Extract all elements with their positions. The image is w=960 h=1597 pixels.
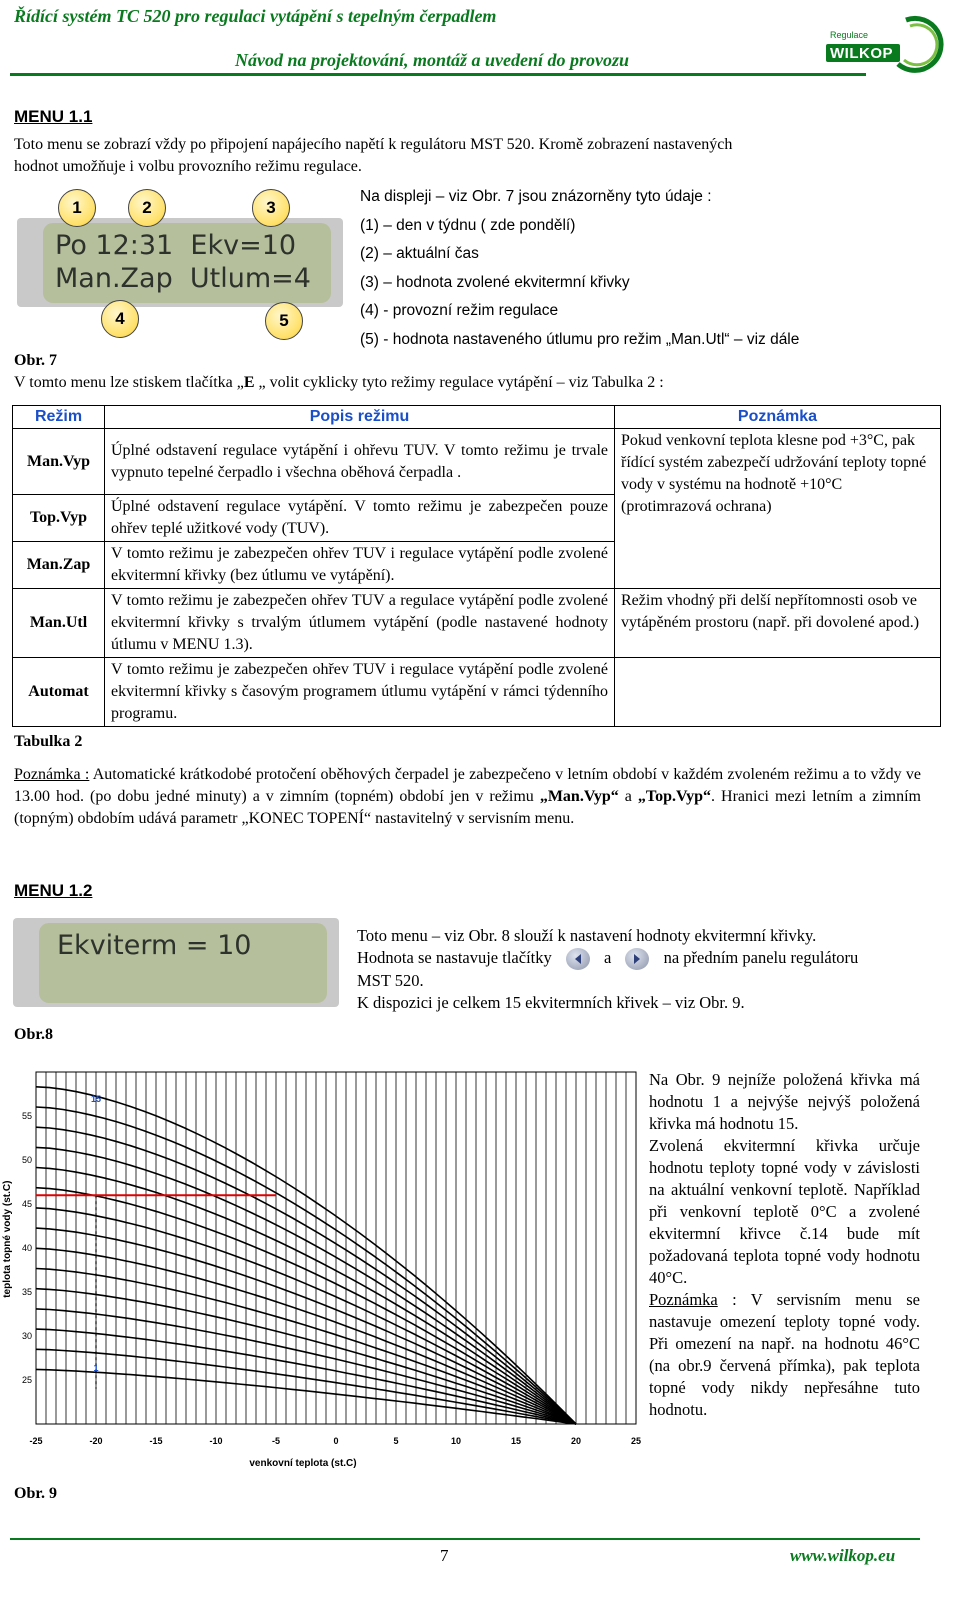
menu-1-2-text-2b: a — [604, 948, 612, 967]
ekviterm-chart — [0, 1062, 640, 1480]
arrow-right-icon — [631, 953, 643, 965]
chart-y-tick-label: 50 — [21, 1155, 32, 1165]
note-paragraph — [14, 764, 921, 830]
table-cell-note: Pokud venkovní teplota klesne pod +3°C, pak řídící systém zabezpečí udržování teploty topné vody v systému na hodnotě +10°C (protimrazová ochrana) — [615, 429, 941, 589]
menu-1-1-title: MENU 1.1 — [14, 107, 93, 126]
callout-5: 5 — [265, 302, 303, 340]
menu-1-2-title: MENU 1.2 — [14, 881, 93, 900]
modes-table — [12, 405, 941, 727]
table-header-desc: Popis režimu — [105, 406, 615, 429]
menu-1-1-intro-line-1: Toto menu se zobrazí vždy po připojení napájecího napětí k regulátoru MST 520. Kromě zobrazení nastavených — [14, 136, 733, 153]
chart-x-tick-label: 25 — [630, 1436, 642, 1446]
chart-x-tick-label: 0 — [333, 1436, 339, 1446]
display-legend-item-3: (3) – hodnota zvolené ekvitermní křivky — [360, 273, 630, 291]
figure-9-label: Obr. 9 — [14, 1485, 57, 1502]
chart-x-tick-label: -20 — [89, 1436, 103, 1446]
table-cell-mode: Man.Zap — [13, 542, 105, 589]
chart-y-axis-title: teplota topné vody (st.C) — [2, 1180, 13, 1298]
display-legend-item-5: (5) - hodnota nastaveného útlumu pro režim „Man.Utl“ – viz dále — [360, 330, 800, 348]
chart-curve-label-15: 15 — [90, 1093, 102, 1104]
chart-x-tick-label: -5 — [271, 1436, 281, 1446]
menu-1-2-text-line-3: MST 520. — [357, 971, 424, 991]
menu-1-2-text-line-1: Toto menu – viz Obr. 8 slouží k nastavení hodnoty ekvitermní křivky. — [357, 926, 817, 945]
table-cell-note: Režim vhodný při delší nepřítomnosti osob ve vytápěném prostoru (např. při dovolené apod.) — [615, 589, 941, 658]
display-legend-item-1: (1) – den v týdnu ( zde pondělí) — [360, 216, 576, 234]
arrow-left-button-icon — [566, 948, 590, 970]
chart-curve-label-1: 1 — [93, 1363, 99, 1374]
chart-x-tick-label: 20 — [570, 1436, 582, 1446]
menu-1-2-text-2c: na předním panelu regulátoru — [663, 948, 859, 967]
chart-description-note-label: Poznámka — [649, 1290, 718, 1309]
table-header-row — [13, 406, 941, 429]
lcd-line-1: Ekviterm = 10 — [57, 930, 252, 961]
table-cell-note-empty — [615, 658, 941, 727]
table-cell-desc: V tomto režimu je zabezpečen ohřev TUV i regulace vytápění podle zvolené ekvitermní křivky (bez útlumu ve vytápění). — [105, 542, 615, 589]
logo-big-text: WILKOP — [830, 45, 893, 62]
menu-1-1-intro-line-2: hodnot umožňuje i volbu provozního režimu regulace. — [14, 158, 362, 175]
table-cell-desc: V tomto režimu je zabezpečen ohřev TUV a regulace vytápění podle zvolené ekvitermní křivky s trvalým útlumem vytápění (podle nastavené hodnoty útlumu v MENU 1.3). — [105, 589, 615, 658]
menu-1-1-intro — [14, 134, 939, 178]
display-legend — [360, 183, 799, 354]
chart-y-tick-label: 30 — [21, 1331, 32, 1341]
mode-sentence-a: V tomto menu lze stiskem tlačítka „ — [14, 374, 244, 391]
lcd-display-menu-1-2 — [13, 918, 339, 1007]
chart-y-tick-label: 40 — [21, 1243, 32, 1253]
chart-y-tick-label: 25 — [21, 1375, 32, 1385]
chart-description — [649, 1069, 920, 1421]
table-header-mode: Režim — [13, 406, 105, 429]
table-row — [13, 429, 941, 495]
note-bold-2: „Top.Vyp“ — [637, 788, 712, 805]
table-cell-desc: V tomto režimu je zabezpečen ohřev TUV i regulace vytápění podle zvolené ekvitermní křivky s časovým programem útlumu vytápění v rámci týdenního programu. — [105, 658, 615, 727]
table-cell-mode: Man.Vyp — [13, 429, 105, 495]
lcd-line-1: Po 12:31 Ekv=10 — [55, 230, 297, 261]
header-title: Řídící systém TC 520 pro regulaci vytápění s tepelným čerpadlem — [14, 6, 497, 26]
wilkop-logo — [826, 14, 932, 72]
note-label: Poznámka : — [14, 766, 90, 783]
table-cell-mode: Man.Utl — [13, 589, 105, 658]
table-cell-desc: Úplné odstavení regulace vytápění. V tomto režimu je zabezpečen pouze ohřev teplé užitkové vody (TUV). — [105, 495, 615, 542]
mode-sentence-key: E — [243, 374, 255, 391]
lcd-line-2: Man.Zap Utlum=4 — [55, 263, 311, 294]
chart-x-axis-title: venkovní teplota (st.C) — [249, 1458, 357, 1469]
logo-small-text: Regulace — [830, 30, 869, 40]
chart-description-p3-text: : V servisním menu se nastavuje omezení teploty topné vody. Při omezení na např. na hodnotu 46°C (na obr.9 červená přímka), pak teplota topné vody nikdy nepřesáhne tuto hodnotu. — [649, 1290, 920, 1419]
table-cell-desc: Úplné odstavení regulace vytápění i ohřevu TUV. V tomto režimu je trvale vypnuto tepelné čerpadlo i všechna oběhová čerpadla . — [105, 429, 615, 495]
callout-3: 3 — [252, 189, 290, 227]
chart-description-p2: Zvolená ekvitermní křivka určuje hodnotu teploty topné vody v závislosti na aktuální venkovní teplotě. Například při venkovní teplotě 0°C a zvolené ekvitermní křivce č.14 bude mít požadovaná teplota topné vody hodnotu 40°C. — [649, 1136, 920, 1287]
callout-4: 4 — [101, 300, 139, 338]
chart-x-tick-label: -25 — [29, 1436, 43, 1446]
note-text-2: a — [618, 788, 638, 805]
table-header-note: Poznámka — [615, 406, 941, 429]
figure-7-label: Obr. 7 — [14, 352, 57, 369]
table-caption: Tabulka 2 — [14, 733, 83, 750]
mode-sentence-b: „ volit cyklicky tyto režimy regulace vytápění – viz Tabulka 2 : — [258, 374, 664, 391]
chart-x-tick-label: -15 — [149, 1436, 163, 1446]
arrow-right-button-icon — [625, 948, 649, 970]
wilkop-logo-graphic — [826, 14, 932, 72]
table-row — [13, 589, 941, 658]
footer-divider — [10, 1538, 920, 1540]
page-number: 7 — [440, 1546, 449, 1565]
display-legend-intro: Na displeji – viz Obr. 7 jsou znázorněny tyto údaje : — [360, 188, 712, 205]
display-legend-item-2: (2) – aktuální čas — [360, 245, 479, 262]
display-legend-item-4: (4) - provozní režim regulace — [360, 302, 559, 319]
lcd-display-menu-1-1 — [17, 218, 343, 307]
chart-description-p1: Na Obr. 9 nejníže položená křivka má hodnotu 1 a nejvýše nejvýš položená křivka má hodnotu 15. — [649, 1070, 920, 1133]
header-subtitle: Návod na projektování, montáž a uvedení do provozu — [235, 50, 630, 70]
table-cell-mode: Top.Vyp — [13, 495, 105, 542]
chart-x-tick-label: 15 — [510, 1436, 522, 1446]
callout-2: 2 — [128, 189, 166, 227]
note-bold-1: „Man.Vyp“ — [539, 788, 619, 805]
note-text-3: . Hranici mezi letním a zimním (topným) obdobím udává parametr „KONEC TOPENÍ“ nastavitelný v servisním menu. — [14, 788, 921, 827]
menu-1-2-text-2a: Hodnota se nastavuje tlačítky — [357, 948, 552, 967]
chart-y-tick-label: 35 — [21, 1287, 32, 1297]
chart-x-tick-label: 10 — [450, 1436, 462, 1446]
menu-1-2-text-line-4: K dispozici je celkem 15 ekvitermních křivek – viz Obr. 9. — [357, 993, 745, 1013]
chart-description-p3 — [649, 1289, 920, 1421]
footer-website: www.wilkop.eu — [790, 1546, 896, 1565]
callout-1: 1 — [58, 189, 96, 227]
arrow-left-icon — [572, 953, 584, 965]
chart-y-tick-label: 55 — [21, 1111, 32, 1121]
mode-sentence — [14, 372, 664, 394]
table-cell-mode: Automat — [13, 658, 105, 727]
menu-1-2-text — [357, 925, 919, 1014]
chart-y-tick-label: 45 — [21, 1199, 32, 1209]
chart-x-tick-label: -10 — [209, 1436, 223, 1446]
table-row — [13, 658, 941, 727]
note-text-1: Automatické krátkodobé protočení oběhových čerpadel je zabezpečeno v letním období v každém zvoleném režimu a to vždy ve 13.00 hod. (po dobu jedné minuty) a v zimním (topném) období jen v režimu — [14, 766, 921, 805]
menu-1-2-text-line-2 — [357, 947, 919, 970]
header-divider — [10, 73, 866, 76]
figure-8-label: Obr.8 — [14, 1026, 53, 1043]
chart-x-tick-label: 5 — [393, 1436, 399, 1446]
